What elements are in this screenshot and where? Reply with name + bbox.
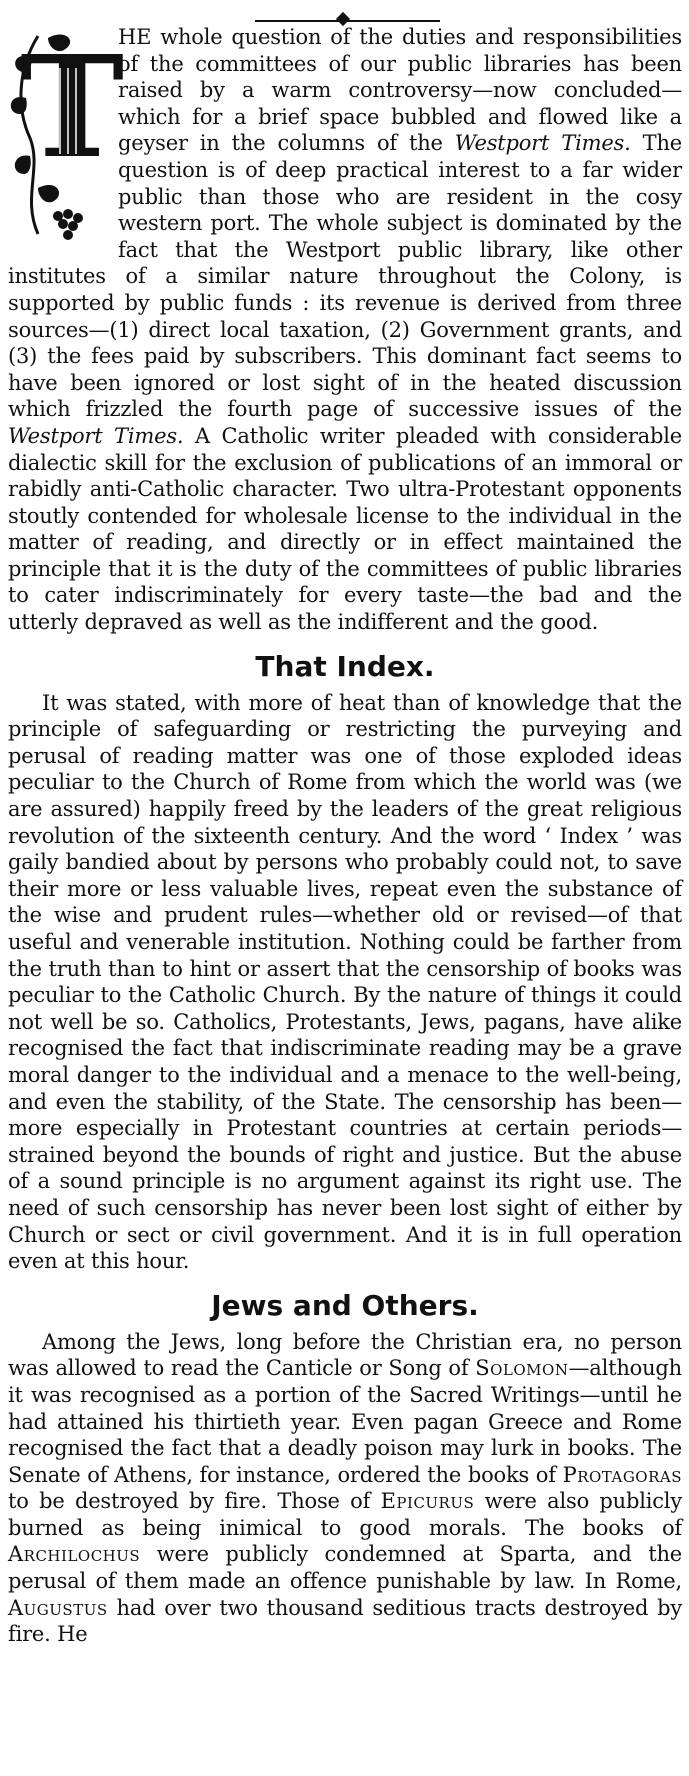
article-body (8, 24, 682, 1648)
body-text: were also publicly burned as being inimical to good morals. The books of (8, 1489, 682, 1540)
intro-text-middle: The question is of deep practical interest to a far wider public than those who are resident in the cosy western port. The whole subject is dominated by the fact that the Westport public library, like other institutes of a similar nature throughout the Colony, is supported by public funds : its revenue is derived from three sources—(1) direct local taxation, (2) Government grants, and (3) the fees paid by subscribers. This dominant fact seems to have been ignored or lost sight of in the heated discussion which frizzled the fourth page of successive issues of the (8, 131, 683, 422)
section-jews-paragraph (8, 1329, 682, 1648)
body-text: —although it was recognised as a portion of the Sacred Writings—until he had attained his thirtieth year. Even pagan Greece and Rome recognised the fact that a deadly poison may lurk in books. The Senate of Athens, for instance, ordered the books of (8, 1356, 682, 1487)
section-heading-jews: Jews and Others. (211, 1288, 479, 1322)
proper-name: Archilochus (8, 1542, 141, 1567)
intro-text-lead: HE whole question of the duties and responsibilities of the committees of our public libraries has been raised by a warm controversy—now concluded—which for a brief space bubbled and flowed like a geyser in the columns of the (118, 25, 682, 156)
body-text: Among the Jews, long before the Christian era, no person was allowed to read the Canticle or Song of (8, 1329, 682, 1381)
decorated-dropcap (8, 26, 124, 244)
newspaper-title: Westport Times. (454, 131, 631, 156)
section-index-paragraph: It was stated, with more of heat than of knowledge that the principle of safeguarding or restricting the purveying and perusal of reading matter was one of those exploded ideas peculiar to the Church of Rome from which the world was (we are assured) happily freed by the leaders of the great religious revolution of the sixteenth century. And the word ‘ Index ’ was gaily bandied about by persons who probably could not, to save their more or less valuable lives, repeat even the substance of the wise and prudent rules—whether old or revised—of that useful and venerable institution. Nothing could be farther from the truth than to hint or assert that the censorship of books was peculiar to the Catholic Church. By the nature of things it could not well be so. Catholics, Protestants, Jews, pagans, have alike recognised the fact that indiscriminate reading may be a grave moral danger to the individual and a menace to the well-being, and even the stability, of the State. The censorship has been—more especially in Protestant countries at certain periods—strained beyond the bounds of right and justice. But the abuse of a sound principle is no argument against its right use. The need of such censorship has never been lost sight of either by Church or sect or civil government. And it is in full operation even at this hour. (8, 690, 682, 1274)
proper-name: Protagoras (562, 1462, 682, 1487)
body-text: were publicly condemned at Sparta, and the perusal of them made an offence punishable by law. In Rome, (8, 1542, 682, 1594)
intro-paragraph (8, 24, 682, 636)
proper-name: Epicurus (380, 1489, 475, 1514)
proper-name: Solomon (475, 1356, 569, 1381)
intro-text-tail: A Catholic writer pleaded with considerable dialectic skill for the exclusion of publications of an immoral or rabidly anti-Catholic character. Two ultra-Protestant opponents stoutly contended for wholesale license to the individual in the matter of reading, and directly or in effect maintained the principle that it is the duty of the committees of public libraries to cater indiscriminately for every taste—the bad and the utterly depraved as well as the indifferent and the good. (8, 423, 682, 635)
vine-ornament-icon (8, 26, 124, 244)
section-heading-index: That Index. (255, 649, 435, 683)
newspaper-title: Westport Times. (8, 423, 184, 448)
svg-text:T: T (20, 26, 124, 190)
proper-name: Augustus (8, 1595, 108, 1620)
body-text: to be destroyed by fire. Those of (8, 1489, 381, 1514)
body-text: had over two thousand seditious tracts destroyed by fire. He (8, 1595, 682, 1647)
